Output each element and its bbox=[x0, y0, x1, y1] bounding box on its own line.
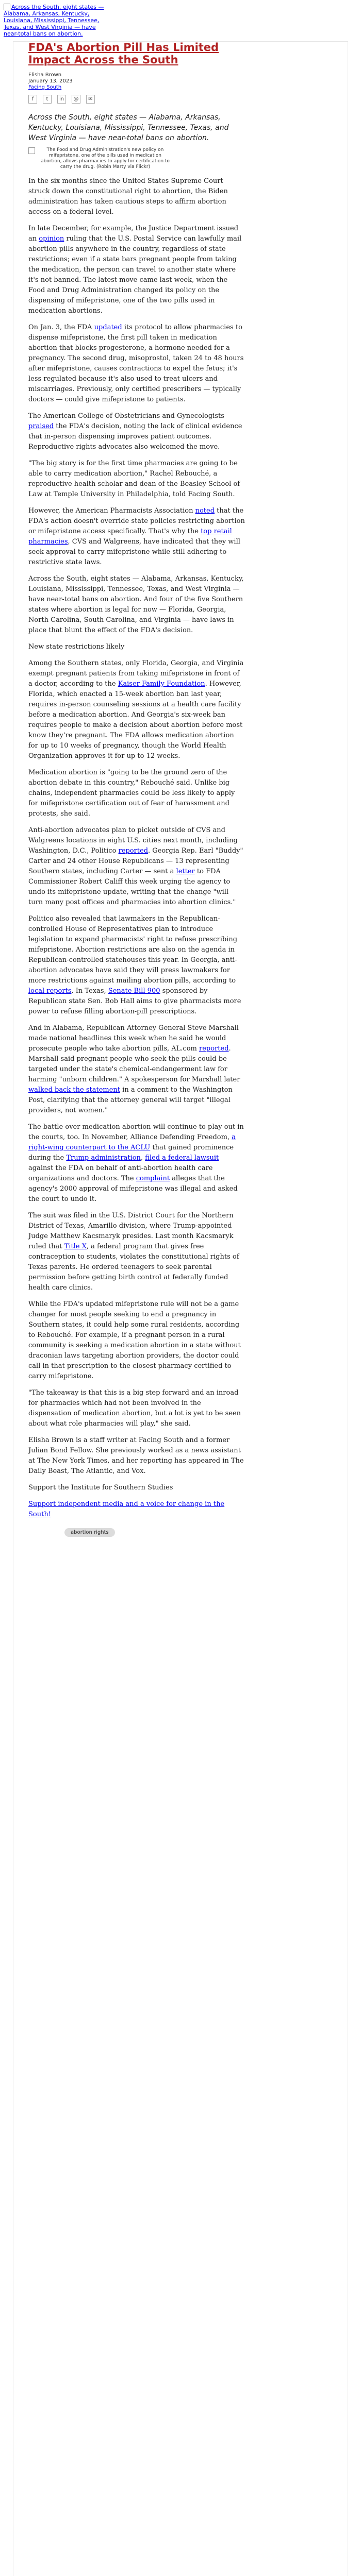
updated-link[interactable]: updated bbox=[94, 324, 122, 331]
paragraph: Across the South, eight states — Alabama, Arkansas, Kentucky, Louisiana, Mississippi, Tennessee, Texas, and West Virginia — have near-total bans on abortion. And four of the five Southern states where abortion is legal for now — Florida, Georgia, North Carolina, South Carolina, and Virginia — have laws in place that blunt the effect of the FDA's decision. bbox=[28, 575, 244, 634]
paragraph: Medication abortion is "going to be the ground zero of the abortion debate in this country," Rebouché said. Unlike big chains, independent pharmacies could be less likely to apply for mifepristone certification out of fear of harassment and protests, she said. bbox=[28, 769, 235, 818]
paragraph: In the six months since the United States Supreme Court struck down the constitutional right to abortion, the Biden administration has taken cautious steps to affirm abortion access on a federal level. bbox=[28, 177, 228, 216]
twitter-share-icon[interactable]: t bbox=[43, 95, 52, 104]
byline bbox=[28, 72, 245, 91]
paragraph: And in Alabama, Republican Attorney General Steve Marshall made national headlines this week when he said he would prosecute people who take abortion pills, AL.com reported. Marshall said pregnant people who seek the pills could be targeted under the state's chemical-endangerment law for harming "unborn children." A spokesperson for Marshall later walked back the statement in a comment to the Washington Post, clarifying that the attorney general will target "illegal providers, not women." bbox=[28, 1024, 240, 1114]
paragraph: On Jan. 3, the FDA updated its protocol to allow pharmacies to dispense mifepristone, the first pill taken in medication abortion that blocks progesterone, a hormone needed for a pregnancy. The second drug, misoprostol, taken 24 to 48 hours after mifepristone, causes contractions to expel the fetus; it's less regulated because it's also used to treat ulcers and miscarriages. Previously, only certified prescribers — typically doctors — could give mifepristone to patients. bbox=[28, 324, 244, 403]
publish-date: January 13, 2023 bbox=[28, 78, 73, 84]
broken-image-icon bbox=[28, 147, 35, 154]
local-reports-link[interactable]: local reports bbox=[28, 987, 72, 995]
complaint-link[interactable]: complaint bbox=[136, 1175, 170, 1182]
article-body bbox=[28, 176, 245, 1520]
praised-link[interactable]: praised bbox=[28, 422, 54, 430]
paragraph: The American College of Obstetricians and Gynecologists praised the FDA's decision, noting the lack of clinical evidence that in-person dispensing improves patient outcomes. Reproductive rights advocates also welcomed the move. bbox=[28, 412, 242, 451]
federal-lawsuit-link[interactable]: filed a federal lawsuit bbox=[145, 1154, 219, 1162]
header-image-link[interactable] bbox=[4, 4, 112, 37]
email-share-icon[interactable]: @ bbox=[72, 95, 80, 104]
article-title[interactable]: FDA's Abortion Pill Has Limited Impact Across the South bbox=[28, 41, 219, 66]
paragraph: Anti-abortion advocates plan to picket outside of CVS and Walgreens locations in eight U.S. cities next month, including Washington, D.C., Politico reported. Georgia Rep. Earl "Buddy" Carter and 24 other House Republicans — 13 representing Southern states, including Carter — sent a letter to FDA Commissioner Robert Califf this week urging the agency to undo its mifepristone update, writing that the change "will turn many post offices and pharmacies into abortion clinics." bbox=[28, 826, 243, 906]
paragraph: Among the Southern states, only Florida, Georgia, and Virginia exempt pregnant patients from taking mifepristone in front of a doctor, according to the Kaiser Family Foundation. However, Florida, which enacted a 15-week abortion ban last year, requires in-person counseling sessions at a health care facility before a medication abortion. And Georgia's six-week ban requires people to make a decision about abortion before most know they're pregnant. The FDA allows medication abortion for up to 10 weeks of pregnancy, though the World Health Organization approves it for up to 12 weeks. bbox=[28, 659, 244, 760]
article-figure bbox=[28, 147, 245, 170]
politico-reported-link[interactable]: reported bbox=[118, 847, 149, 855]
letter-link[interactable]: letter bbox=[176, 868, 195, 875]
share-icons-row bbox=[28, 95, 245, 105]
mail-share-icon[interactable]: ✉ bbox=[86, 95, 95, 104]
aclu-counterpart-link[interactable]: a right-wing counterpart to the ACLU bbox=[28, 1133, 236, 1151]
broken-image-icon bbox=[4, 4, 10, 10]
title-x-link[interactable]: Title X bbox=[64, 1243, 87, 1250]
facebook-share-icon[interactable]: f bbox=[28, 95, 37, 104]
trump-administration-link[interactable]: Trump administration bbox=[66, 1154, 141, 1162]
linkedin-share-icon[interactable]: in bbox=[57, 95, 66, 104]
subheading: New state restrictions likely bbox=[28, 643, 125, 651]
article-dek: Across the South, eight states — Alabama, Arkansas, Kentucky, Louisiana, Mississippi, Tennessee, Texas, and West Virginia — have near-total bans on abortion. bbox=[28, 113, 229, 142]
header-alt-text-link[interactable] bbox=[4, 4, 104, 37]
paragraph: The suit was filed in the U.S. District Court for the Northern District of Texas, Amarillo division, where Trump-appointed Judge Matthew Kacsmaryk presides. Last month Kacsmaryk ruled that Title X, a federal program that gives free contraception to students, violates the constitutional rights of Texas parents. He ordered teenagers to seek parental permission before getting birth control at federally funded health care clinics. bbox=[28, 1212, 239, 1292]
tag-abortion-rights[interactable]: abortion rights bbox=[64, 1528, 115, 1537]
paragraph: However, the American Pharmacists Association noted that the FDA's action doesn't override state policies restricting abortion or mifepristone access specifically. That's why the top retail pharmacies, CVS and Walgreens, have indicated that they will seek approval to carry mifepristone while still adhering to restrictive state laws. bbox=[28, 507, 245, 566]
outlet-link[interactable]: Facing South bbox=[28, 84, 62, 90]
paragraph bbox=[28, 1499, 245, 1520]
noted-link[interactable]: noted bbox=[195, 507, 215, 515]
article-content bbox=[28, 41, 245, 1537]
paragraph: Politico also revealed that lawmakers in the Republican-controlled House of Representatives plan to introduce legislation to expand pharmacists' right to refuse prescribing mifepristone. Abortion restrictions are also on the agenda in Republican-controlled statehouses this year. In Georgia, anti-abortion advocates have said they will press lawmakers for more restrictions against mailing abortion pills, according to local reports. In Texas, Senate Bill 900 sponsored by Republican state Sen. Bob Hall aims to give pharmacists more power to refuse filling abortion-pill prescriptions. bbox=[28, 915, 241, 1015]
paragraph: "The takeaway is that this is a big step forward and an inroad for pharmacies which had not been involved in the dispensation of medication abortion, but a lot is yet to be seen about what role pharmacies will play," she said. bbox=[28, 1389, 241, 1428]
paragraph: While the FDA's updated mifepristone rule will not be a game changer for most people seeking to end a pregnancy in Southern states, it could help some rural residents, according to Rebouché. For example, if a pregnant person in a rural community is seeking a medication abortion in a state without draconian laws targeting abortion providers, the doctor could call in that prescription to the closest pharmacy certified to carry mifepristone. bbox=[28, 1300, 241, 1380]
alcom-reported-link[interactable]: reported bbox=[199, 1045, 229, 1053]
top-retail-pharmacies-link[interactable]: top retail pharmacies bbox=[28, 528, 232, 546]
walked-back-statement-link[interactable]: walked back the statement bbox=[28, 1086, 121, 1094]
support-heading: Support the Institute for Southern Studies bbox=[28, 1484, 173, 1492]
author-bio: Elisha Brown is a staff writer at Facing South and a former Julian Bond Fellow. She previously worked as a news assistant at The New York Times, and her reporting has appeared in The Daily Beast, The Atlantic, and Vox. bbox=[28, 1436, 244, 1475]
paragraph: "The big story is for the first time pharmacies are going to be able to carry medication abortion," Rachel Rebouché, a reproductive health scholar and dean of the Beasley School of Law at Temple University in Philadelphia, told Facing South. bbox=[28, 460, 240, 498]
paragraph: In late December, for example, the Justice Department issued an opinion ruling that the U.S. Postal Service can lawfully mail abortion pills anywhere in the country, regardless of state restrictions; even if a state bars pregnant people from taking the medication, the person can travel to another state where it's not banned. The latest move came last week, when the Food and Drug Administration changed its policy on the dispensing of mifepristone, one of the two pills used in medication abortions. bbox=[28, 225, 242, 315]
kaiser-family-foundation-link[interactable]: Kaiser Family Foundation bbox=[118, 680, 205, 688]
paragraph: The battle over medication abortion will continue to play out in the courts, too. In November, Alliance Defending Freedom, a right-wing counterpart to the ACLU that gained prominence during the Trump administration, filed a federal lawsuit against the FDA on behalf of anti-abortion health care organizations and doctors. The complaint alleges that the agency's 2000 approval of mifepristone was illegal and asked the court to undo it. bbox=[28, 1123, 244, 1203]
opinion-link[interactable]: opinion bbox=[39, 235, 64, 243]
header-alt-text: Across the South, eight states — Alabama, Arkansas, Kentucky, Louisiana, Mississippi, Tennessee, Texas, and West Virginia — have near-total bans on abortion. bbox=[4, 4, 104, 37]
author-name: Elisha Brown bbox=[28, 72, 62, 78]
figure-caption: The Food and Drug Administration's new policy on mifepristone, one of the pills used in medication abortion, allows pharmacies to apply for certification to carry the drug. (Robin Marty via Flickr) bbox=[41, 147, 170, 170]
senate-bill-900-link[interactable]: Senate Bill 900 bbox=[108, 987, 160, 995]
support-link[interactable]: Support independent media and a voice for change in the South! bbox=[28, 1500, 225, 1518]
